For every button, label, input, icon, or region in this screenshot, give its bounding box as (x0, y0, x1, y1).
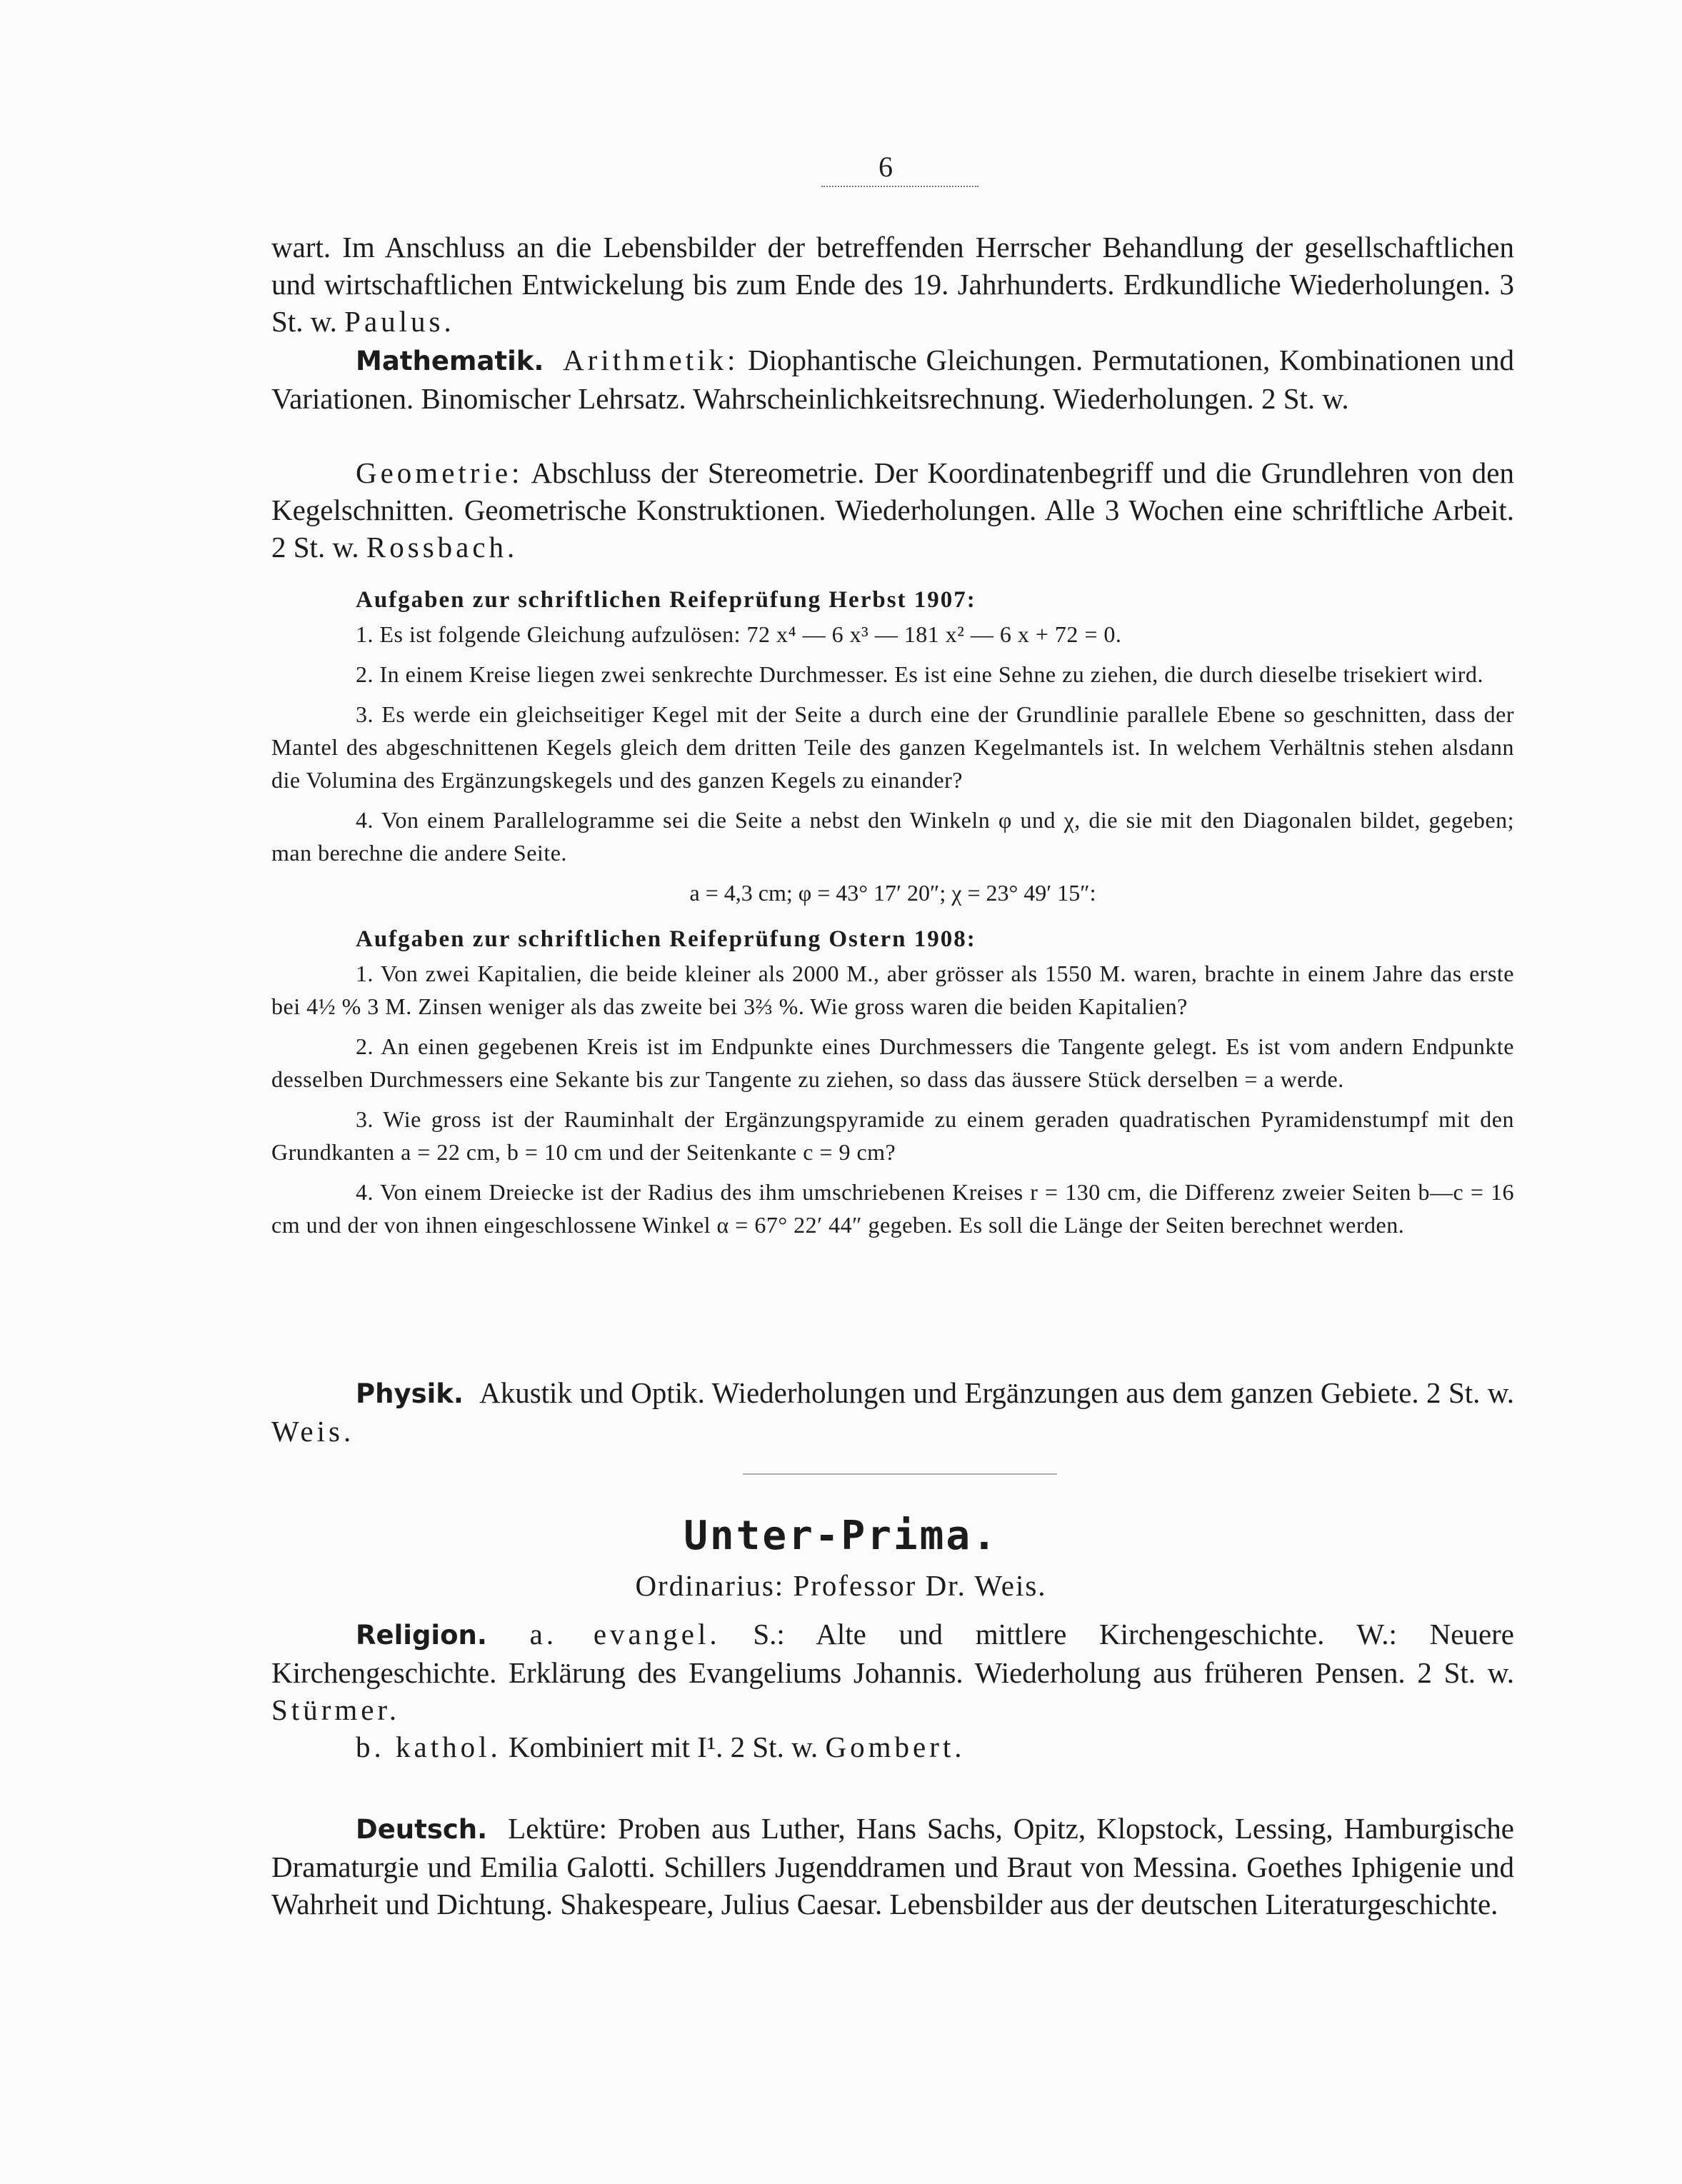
history-teacher: Paulus. (344, 305, 455, 338)
religion-heading: Religion. (356, 1620, 487, 1650)
geometrie-section (271, 454, 1514, 566)
religion-section (271, 1616, 1514, 1765)
ordinarius-line: Ordinarius: Professor Dr. Weis. (635, 1569, 1047, 1602)
physik-section (271, 1374, 1514, 1450)
geometrie-teacher: Rossbach. (366, 531, 519, 563)
physik-text: Akustik und Optik. Wiederholungen und Ergänzungen aus dem ganzen Gebiete. 2 St. w. (479, 1376, 1514, 1409)
religion-evangel-teacher: Stürmer. (271, 1693, 401, 1726)
religion-evangel-label: a. evangel. (529, 1618, 721, 1650)
deutsch-paragraph (271, 1810, 1514, 1923)
exam-ostern-item-3: 3. Wie gross ist der Rauminhalt der Ergänzungspyramide zu einem geraden quadratischen Pyramidenstumpf mit den Grundkanten a = 22 cm, b = 10 cm und der Seitenkante c = 9 cm? (271, 1106, 1514, 1165)
header-ornament (821, 186, 978, 191)
mathematik-section (271, 341, 1514, 417)
history-continuation (271, 229, 1514, 340)
deutsch-heading: Deutsch. (356, 1814, 488, 1845)
physik-teacher: Weis. (271, 1415, 355, 1448)
exam-herbst-heading: Aufgaben zur schriftlichen Reifeprüfung Herbst 1907: (356, 587, 976, 613)
exam-herbst-item-4: 4. Von einem Parallelogramme sei die Seite a nebst den Winkeln φ und χ, die sie mit den Diagonalen bildet, gegeben; man berechne die andere Seite. (271, 807, 1514, 866)
mathematik-heading: Mathematik. (356, 346, 544, 376)
page-number: 6 (878, 151, 893, 183)
geometrie-label: Geometrie: (356, 456, 524, 489)
unter-prima-title: Unter-Prima. (684, 1513, 998, 1559)
exam-ostern-item-1: 1. Von zwei Kapitalien, die beide kleiner als 2000 M., aber grösser als 1550 M. waren, brachte in einem Jahre das erste bei 4½ % 3 M. Zinsen weniger als das zweite bei 3⅔ %. Wie gross waren die beiden Kapitalien? (271, 961, 1514, 1019)
mathematik-paragraph (271, 341, 1514, 417)
religion-kathol-text: Kombiniert mit I¹. 2 St. w. (508, 1730, 819, 1763)
religion-paragraph (271, 1616, 1514, 1728)
religion-evangel-text: S.: Alte und mittlere Kirchengeschichte. W.: Neuere Kirchengeschichte. Erklärung des Evangeliums Johannis. Wiederholung aus früheren Pensen. 2 St. w. (271, 1618, 1515, 1689)
religion-kathol-teacher: Gombert. (825, 1730, 966, 1763)
geometrie-paragraph (271, 454, 1514, 566)
arithmetik-label: Arithmetik: (563, 344, 739, 376)
exam-herbst-item-1: 1. Es ist folgende Gleichung aufzulösen: 72 x⁴ — 6 x³ — 181 x² — 6 x + 72 = 0. (356, 621, 1122, 647)
exam-herbst-item-3: 3. Es werde ein gleichseitiger Kegel mit der Seite a durch eine der Grundlinie parallele Ebene so geschnitten, dass der Mantel des abgeschnittenen Kegels gleich dem dritten Teile des ganzen Kegelmantels ist. In welchem Verhältnis stehen alsdann die Volumina des Ergänzungskegels und des ganzen Kegels zu einander? (271, 701, 1514, 793)
deutsch-text: Lektüre: Proben aus Luther, Hans Sachs, Opitz, Klopstock, Lessing, Hamburgische Dramaturgie und Emilia Galotti. Schillers Jugenddramen und Braut von Messina. Goethes Iphigenie und Wahrheit und Dichtung. Shakespeare, Julius Caesar. Lebensbilder aus der deutschen Literaturgeschichte. (271, 1812, 1514, 1920)
exam-ostern-item-2: 2. An einen gegebenen Kreis ist im Endpunkte eines Durchmessers die Tangente gelegt. Es ist vom andern Endpunkte desselben Durchmessers eine Sekante bis zur Tangente zu ziehen, so dass das äussere Stück derselben = a werde. (271, 1033, 1514, 1092)
exam-ostern-heading: Aufgaben zur schriftlichen Reifeprüfung Ostern 1908: (356, 926, 976, 952)
physik-paragraph (271, 1374, 1514, 1450)
exam-herbst-formula: a = 4,3 cm; φ = 43° 17′ 20″; χ = 23° 49′ 15″: (689, 880, 1096, 906)
exam-herbst-item-2: 2. In einem Kreise liegen zwei senkrechte Durchmesser. Es ist eine Sehne zu ziehen, die durch dieselbe trisekiert wird. (356, 661, 1483, 687)
section-divider (743, 1473, 1057, 1475)
history-text: wart. Im Anschluss an die Lebensbilder der betreffenden Herrscher Behandlung der gesellschaftlichen und wirtschaftlichen Entwickelung bis zum Ende des 19. Jahrhunderts. Erdkundliche Wiederholungen. 3 St. w. (271, 231, 1514, 338)
exam-ostern-item-4: 4. Von einem Dreiecke ist der Radius des ihm umschriebenen Kreises r = 130 cm, die Differenz zweier Seiten b—c = 16 cm und der von ihnen eingeschlossene Winkel α = 67° 22′ 44″ gegeben. Es soll die Länge der Seiten berechnet werden. (271, 1179, 1514, 1238)
religion-kathol-paragraph (271, 1728, 1514, 1765)
geometrie-text: Abschluss der Stereometrie. Der Koordinatenbegriff und die Grundlehren von den Kegelschnitten. Geometrische Konstruktionen. Wiederholungen. Alle 3 Wochen eine schriftliche Arbeit. 2 St. w. (271, 456, 1514, 563)
physik-heading: Physik. (356, 1378, 464, 1409)
religion-kathol-label: b. kathol. (356, 1730, 501, 1763)
exam-herbst-section (271, 587, 1514, 1248)
history-paragraph (271, 229, 1514, 340)
arithmetik-text: Diophantische Gleichungen. Permutationen, Kombinationen und Variationen. Binomischer Lehrsatz. Wahrscheinlichkeitsrechnung. Wiederholungen. 2 St. w. (271, 344, 1515, 415)
deutsch-section (271, 1810, 1514, 1923)
